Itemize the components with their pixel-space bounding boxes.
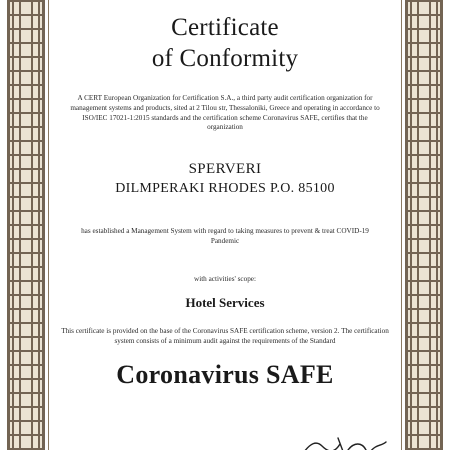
organization-address: DILMPERAKI RHODES P.O. 85100 <box>115 181 335 197</box>
scheme-name: Coronavirus SAFE <box>116 360 334 390</box>
management-statement: has established a Management System with regard to taking measures to prevent & treat COVID-19 Pandemic <box>81 227 369 246</box>
right-greek-key-border <box>405 0 443 450</box>
title-line-1: Certificate <box>171 14 279 41</box>
title-line-2: of Conformity <box>151 45 299 72</box>
signature-mark <box>300 432 390 450</box>
right-inner-rule <box>401 0 402 450</box>
organization-name: SPERVERI <box>188 161 262 178</box>
provided-statement: This certificate is provided on the base of the Coronavirus SAFE certification scheme, version 2. The certification system consists of a minimum audit against the requirements of the Standard <box>61 327 389 346</box>
scope-value: Hotel Services <box>185 295 265 311</box>
left-inner-rule <box>48 0 49 450</box>
scope-label: with activities' scope: <box>194 275 256 284</box>
certificate-body <box>60 0 390 450</box>
intro-paragraph: A CERT European Organization for Certification S.A., a third party audit certification organization for management systems and products, sited at 2 Tilou str, Thessaloniki, Greece and operating in accordance to ISO/IEC 17021-1:2015 standards and the certification scheme Coronavirus SAFE, certifies that the organization <box>70 94 380 132</box>
left-greek-key-border <box>7 0 45 450</box>
certificate-title <box>60 12 390 74</box>
